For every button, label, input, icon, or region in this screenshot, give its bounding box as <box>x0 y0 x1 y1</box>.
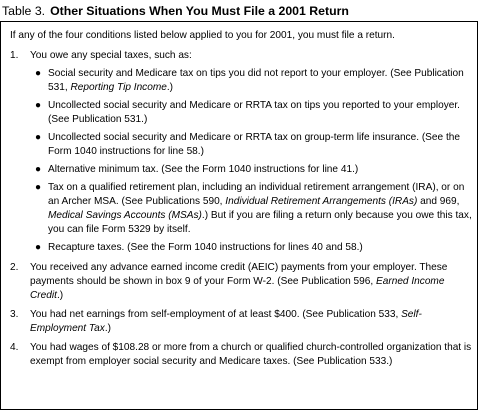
bullet-icon: ● <box>35 132 42 143</box>
bullet-item-tips-unreported: ● Social security and Medicare tax on tips you did not report to your employer. (See Publication 531, Reporting Tip Income.) <box>35 68 464 93</box>
publication-title: Individual Retirement Arrangements (IRAs) <box>225 196 418 207</box>
item-text: You had net earnings from self-employment of at least $400. (See Publication 533, Self-Employment Tax.) <box>30 309 422 334</box>
publication-title: Self-Employment Tax <box>30 309 422 334</box>
table-body <box>10 29 472 374</box>
bullet-item-group-term-life: ● Uncollected social security and Medicare or RRTA tax on group-term life insurance. (See the Form 1040 instructions for line 58.) <box>35 132 460 157</box>
item-text: You received any advance earned income credit (AEIC) payments from your employer. These payments should be shown in box 9 of your Form W-2. (See Publication 596, Earned Income Credit.) <box>30 262 448 301</box>
table-frame <box>0 21 478 410</box>
table-caption <box>0 0 478 22</box>
bullet-icon: ● <box>35 100 42 111</box>
publication-title: Medical Savings Accounts (MSAs) <box>48 210 202 221</box>
publication-title: Reporting Tip Income <box>70 82 167 93</box>
condition-item-2 <box>10 261 472 303</box>
item-number: 2. <box>10 262 19 273</box>
table-title: Other Situations When You Must File a 2001 Return <box>50 4 349 18</box>
item-text: You had wages of $108.28 or more from a church or qualified church-controlled organization that is exempt from employer social security and Medicare taxes. (See Publication 533.) <box>30 342 472 367</box>
condition-item-4 <box>10 341 472 369</box>
bullet-icon: ● <box>35 242 42 253</box>
item-number: 1. <box>10 50 19 61</box>
condition-item-3 <box>10 308 472 336</box>
table-label: Table 3. <box>2 4 46 18</box>
condition-item-1 <box>10 49 472 255</box>
item-text: You owe any special taxes, such as: <box>30 50 192 61</box>
bullet-item-recapture-taxes: ● Recapture taxes. (See the Form 1040 instructions for lines 40 and 58.) <box>35 242 363 253</box>
item-number: 4. <box>10 342 19 353</box>
bullet-icon: ● <box>35 182 42 193</box>
intro-text: If any of the four conditions listed below applied to you for 2001, you must file a return. <box>10 30 395 41</box>
special-taxes-list <box>30 67 472 255</box>
item-number: 3. <box>10 309 19 320</box>
bullet-icon: ● <box>35 68 42 79</box>
bullet-item-retirement-plan: ● Tax on a qualified retirement plan, including an individual retirement arrangement (IRA), or on an Archer MSA. (See Publications 590, Individual Retirement Arrangements (IRAs) and 969, Medical Savings Accounts (MSAs).) But if you are filing a return only because you owe this tax, you can file Form 5329 by itself. <box>35 182 472 235</box>
bullet-item-alternative-minimum-tax: ● Alternative minimum tax. (See the Form 1040 instructions for line 41.) <box>35 164 359 175</box>
publication-title: Earned Income Credit <box>30 276 445 301</box>
bullet-icon: ● <box>35 164 42 175</box>
bullet-item-tips-reported: ● Uncollected social security and Medicare or RRTA tax on tips you reported to your employer. (See Publication 531.) <box>35 100 460 125</box>
